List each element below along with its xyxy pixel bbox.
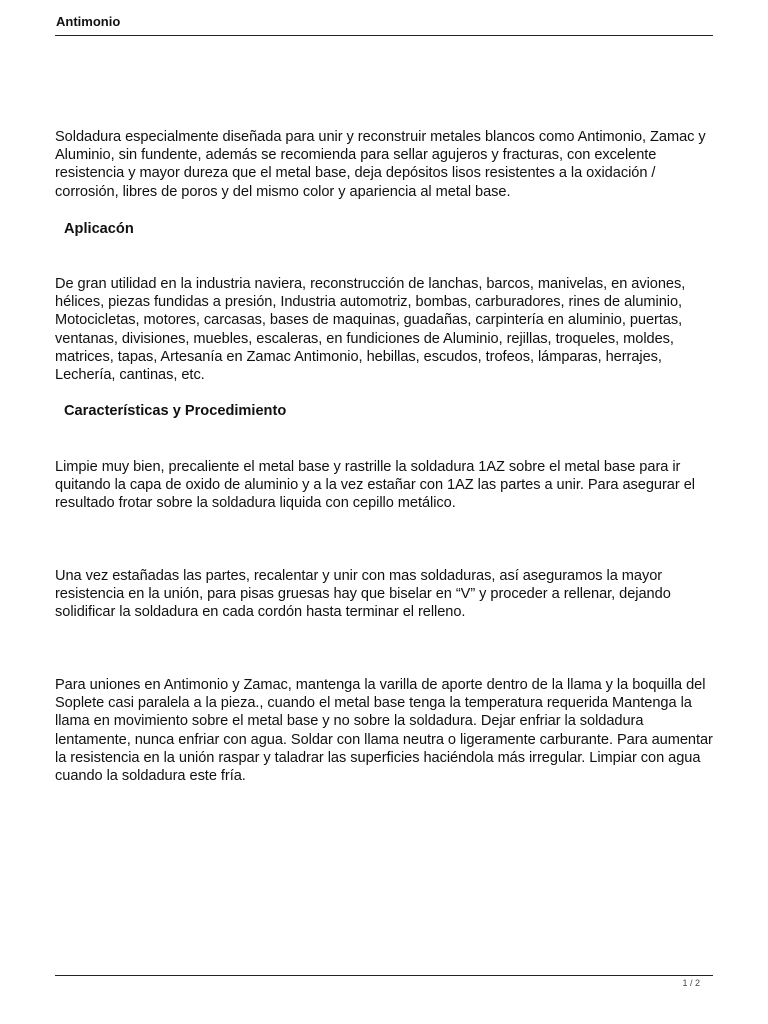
- header-divider: [55, 35, 713, 36]
- footer-divider: [55, 975, 713, 976]
- document-header-title: Antimonio: [56, 14, 121, 29]
- section-heading-caracteristicas: Características y Procedimiento: [64, 403, 287, 419]
- procedure-paragraph-3: Para uniones en Antimonio y Zamac, mantenga la varilla de aporte dentro de la llama y la boquilla del Soplete casi paralela a la pieza., cuando el metal base tenga la temperatura requerida Mantenga la llama en movimiento sobre el metal base y no sobre la soldadura. Dejar enfriar la soldadura lentamente, nunca enfriar con agua. Soldar con llama neutra o ligeramente carburante. Para aumentar la resistencia en la unión raspar y taladrar las superficies haciéndola más irregular. Limpiar con agua cuando la soldadura este fría.: [55, 677, 713, 785]
- intro-paragraph: Soldadura especialmente diseñada para unir y reconstruir metales blancos como Antimonio, Zamac y Aluminio, sin fundente, además se recomienda para sellar agujeros y fracturas, con excelente resistencia y mayor dureza que el metal base, deja depósitos lisos resistentes a la oxidación / corrosión, libres de poros y del mismo color y apariencia al metal base.: [55, 129, 706, 200]
- aplicacion-paragraph: De gran utilidad en la industria naviera, reconstrucción de lanchas, barcos, manivelas, en aviones, hélices, piezas fundidas a presión, Industria automotriz, bombas, carburadores, rines de aluminio, Motocicletas, motores, carcasas, bases de maquinas, guadañas, carpintería en aluminio, puertas, ventanas, divisiones, muebles, escaleras, en fundiciones de Aluminio, rejillas, troqueles, moldes, matrices, tapas, Artesanía en Zamac Antimonio, hebillas, escudos, trofeos, lámparas, herrajes, Lechería, cantinas, etc.: [55, 276, 686, 384]
- section-heading-aplicacion: Aplicacón: [64, 221, 134, 237]
- page-number: 1 / 2: [682, 978, 700, 988]
- procedure-paragraph-1: Limpie muy bien, precaliente el metal base y rastrille la soldadura 1AZ sobre el metal base para ir quitando la capa de oxido de aluminio y a la vez estañar con 1AZ las partes a unir. Para asegurar el resultado frotar sobre la soldadura liquida con cepillo metálico.: [55, 459, 695, 512]
- procedure-paragraph-2: Una vez estañadas las partes, recalentar y unir con mas soldaduras, así aseguramos la mayor resistencia en la unión, para pisas gruesas hay que biselar en “V” y proceder a rellenar, dejando solidificar la soldadura en cada cordón hasta terminar el relleno.: [55, 568, 671, 621]
